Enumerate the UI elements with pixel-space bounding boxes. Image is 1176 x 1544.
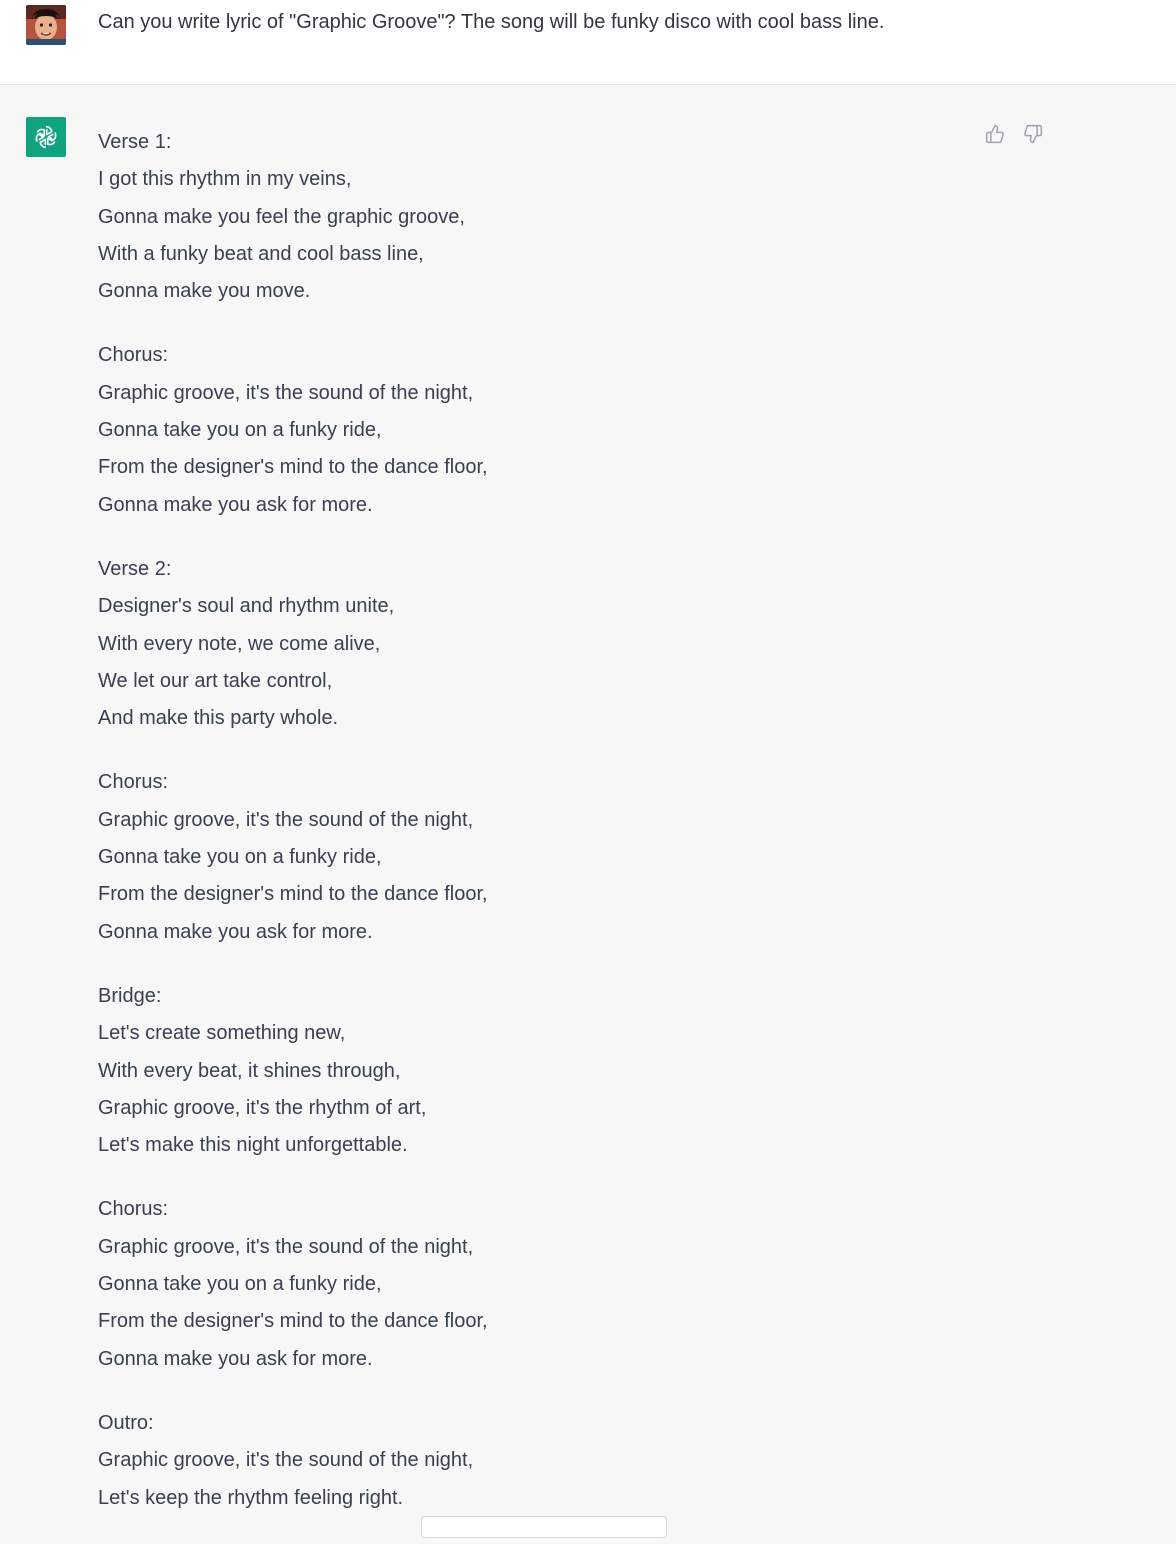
lyric-stanza [98,764,958,950]
lyric-line: Graphic groove, it's the sound of the night, [98,808,474,831]
stanza-heading: Verse 1: [98,131,172,153]
stanza-heading: Chorus: [98,344,169,367]
lyric-stanza [98,337,958,523]
lyric-line: Gonna take you on a funky ride, [98,846,382,869]
lyric-line: Gonna take you on a funky ride, [98,419,382,442]
lyric-line: Gonna take you on a funky ride, [98,1273,382,1296]
user-avatar [26,5,66,45]
stanza-heading: Bridge: [98,984,162,1007]
lyric-line: With a funky beat and cool bass line, [98,242,424,265]
thumbs-up-icon [985,124,1005,144]
assistant-lyrics [98,124,958,1544]
lyric-line: Graphic groove, it's the rhythm of art, [98,1096,427,1119]
lyric-line: Gonna make you ask for more. [98,493,373,516]
user-message-row [0,0,1176,85]
lyric-line: Gonna make you feel the graphic groove, [98,205,465,228]
thumbs-down-icon [1023,124,1043,144]
regenerate-button-edge[interactable] [421,1516,667,1538]
lyric-line: Gonna make you ask for more. [98,1347,373,1370]
lyric-line: Let's create something new, [98,1022,346,1045]
lyric-stanza [98,1191,958,1377]
stanza-heading: Outro: [98,1411,154,1434]
lyric-line: And make this party whole. [98,707,339,730]
thumbs-up-button[interactable] [984,123,1006,145]
lyric-stanza [98,978,958,1164]
stanza-heading: Chorus: [98,1198,169,1221]
lyric-stanza [98,124,958,310]
lyric-line: From the designer's mind to the dance floor, [98,456,488,479]
lyric-stanza [98,551,958,737]
lyric-line: Designer's soul and rhythm unite, [98,595,395,618]
lyric-line: With every beat, it shines through, [98,1059,401,1082]
lyric-line: With every note, we come alive, [98,632,381,655]
lyric-line: Let's keep the rhythm feeling right. [98,1486,404,1509]
lyric-line: Graphic groove, it's the sound of the night, [98,1235,474,1258]
lyric-line: Let's make this night unforgettable. [98,1134,408,1157]
lyric-line: Gonna make you ask for more. [98,920,373,943]
openai-logo-icon [26,117,66,157]
stanza-heading: Verse 2: [98,557,172,580]
lyric-line: From the designer's mind to the dance floor, [98,1310,488,1333]
lyric-line: We let our art take control, [98,669,333,692]
lyric-line: Graphic groove, it's the sound of the night, [98,381,474,404]
user-avatar-image [26,5,66,45]
stanza-heading: Chorus: [98,771,169,794]
lyric-line: From the designer's mind to the dance floor, [98,883,488,906]
assistant-message-row [0,85,1176,1522]
lyric-line: Graphic groove, it's the sound of the night, [98,1449,474,1472]
lyric-stanza [98,1405,958,1517]
thumbs-down-button[interactable] [1022,123,1044,145]
lyric-line: Gonna make you move. [98,280,311,303]
lyric-line: I got this rhythm in my veins, [98,168,352,191]
feedback-buttons [984,123,1044,145]
user-message-text: Can you write lyric of "Graphic Groove"? The song will be funky disco with cool bass line. [98,11,885,33]
